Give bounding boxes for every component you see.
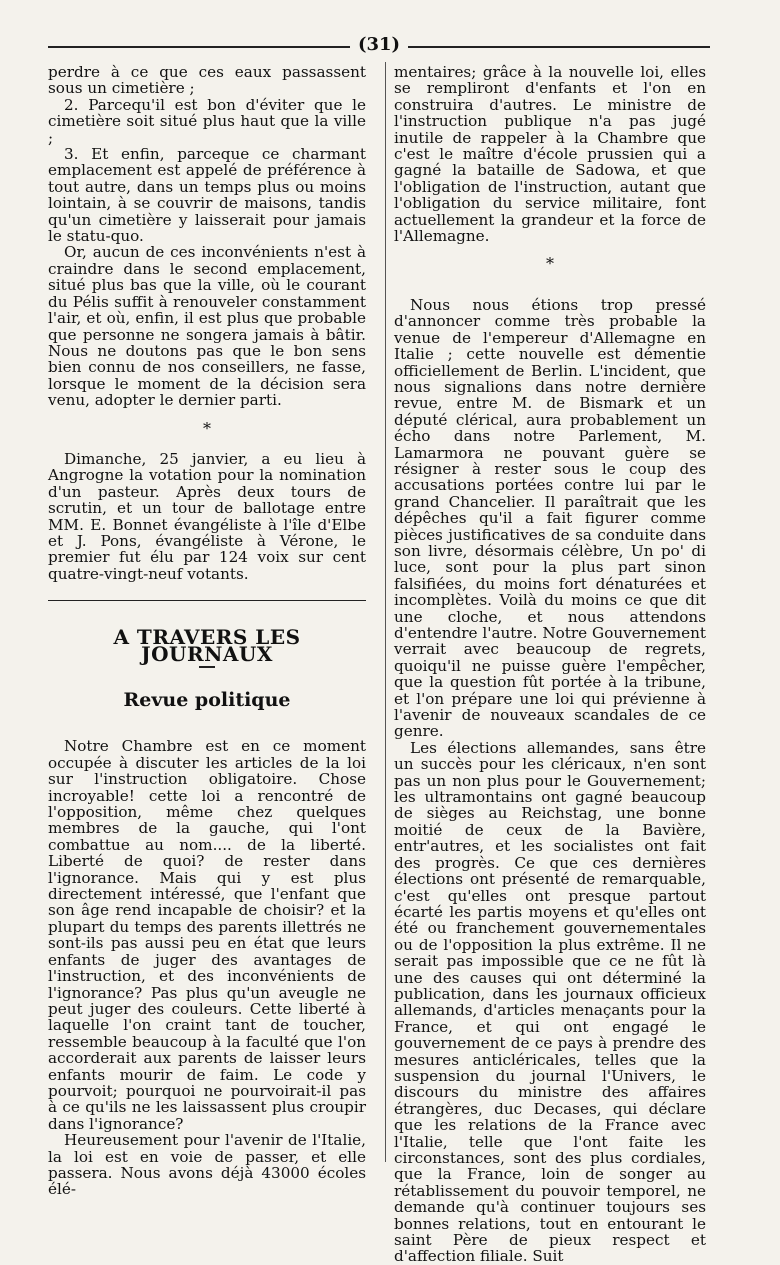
paragraph: Les élections allemandes, sans être un succès pour les cléricaux, n'en sont pas un non plus pour le Gouvernement; les ultramontains ont gagné beaucoup de sièges au Reichstag, une bonne moitié de ceux de la Bavière, entr'autres, et les socialistes ont fait des progrès. Ce que ces dernières élections ont présenté de remarquable, c'est qu'elles ont presque partout écarté les partis moyens et qu'elles ont été ou franchement gouvernementales ou de l'opposition la plus extrême. Il ne serait pas impossible que ce ne fût là une des causes qui ont déterminé la publication, dans les journaux officieux allemands, d'articles menaçants pour la France, et qui ont engagé le gouvernement de ce pays à prendre des mesures anticléricales, telles que la suspension du journal l'Univers, le discours du ministre des affaires étrangères, duc Decases, qui déclare que les relations de la France avec l'Italie, telle que l'ont faite les circonstances, sont des plus cordiales, que la France, loin de songer au rétablissement du pouvoir temporel, ne demande qu'à continuer toujours ses bonnes relations, tout en entourant le saint Père de pieux respect et d'affection filiale. Suit xyxy=(394,738,706,1265)
paragraph: 2. Parcequ'il est bon d'éviter que le cimetière soit situé plus haut que la ville ; xyxy=(48,95,366,147)
paragraph: Or, aucun de ces inconvénients n'est à craindre dans le second emplacement, situé plus bas que la ville, où le courant du Pélis suffit à renouveler constamment l'air, et où, enfin, il est plus que probable que personne ne songera jamais à bâtir. Nous ne doutons pas que le bon sens bien connu de nos conseillers, ne fasse, lorsque le moment de la décision sera venu, adopter le dernier parti. xyxy=(48,243,366,410)
paragraph: Notre Chambre est en ce moment occupée à discuter les articles de la loi sur l'instruction obligatoire. Chose incroyable! cette loi a rencontré de l'opposition, même chez quelques membres de la gauche, qui l'ont combattue au nom.... de la liberté. Liberté de quoi? de rester dans l'ignorance. Mais qui y est plus directement intéressé, que l'enfant que son âge rend incapable de choisir? et la plupart du temps des parents illettrés ne sont-ils pas aussi peu en état que leurs enfants de juger des avantages de l'instruction, et des inconvénients de l'ignorance? Pas plus qu'un aveugle ne peut juger des couleurs. Cette liberté à laquelle l'on craint tant de toucher, ressemble beaucoup à la faculté que l'on accorderait aux parents de laisser leurs enfants mourir de faim. Le code y pourvoit; pourquoi ne pourvoirait-il pas à ce qu'ils ne les laissassent plus croupir dans l'ignorance? xyxy=(48,737,366,1133)
header-rule-right xyxy=(408,46,710,48)
left-column xyxy=(48,64,366,1198)
paragraph: 3. Et enfin, parceque ce charmant emplacement est appelé de préférence à tout autre, dans un temps plus ou moins lointain, à se couvrir de maisons, tandis qu'un cimetière y laisserait pour jamais le statu-quo. xyxy=(48,145,366,246)
paragraph: Heureusement pour l'avenir de l'Italie, la loi est en voie de passer, et elle passera. Nous avons déjà 43000 écoles élé- xyxy=(48,1131,366,1199)
section-subtitle: Revue politique xyxy=(123,689,291,711)
right-column xyxy=(394,64,706,1265)
paragraph: perdre à ce que ces eaux passassent sous un cimetière ; xyxy=(48,63,366,98)
section-star: * xyxy=(203,418,211,438)
page-number: (31) xyxy=(357,34,401,55)
paragraph: mentaires; grâce à la nouvelle loi, elles se rempliront d'enfants et l'on en construira d'autres. Le ministre de l'instruction publique n'a pas jugé inutile de rappeler à la Chambre que c'est le maître d'école prussien qui a gagné la bataille de Sadowa, et que l'obligation de l'instruction, autant que l'obligation du service militaire, font actuellement la grandeur et la force de l'Allemagne. xyxy=(394,63,706,246)
section-separator xyxy=(48,600,366,601)
paragraph: Dimanche, 25 janvier, a eu lieu à Angrogne la votation pour la nomination d'un pasteur. Après deux tours de scrutin, et un tour de ballotage entre MM. E. Bonnet évangéliste à l'île d'Elbe et J. Pons, évangéliste à Vérone, le premier fut élu par 124 voix sur cent quatre-vingt-neuf votants. xyxy=(48,449,366,583)
section-star: * xyxy=(546,254,554,274)
section-title: A TRAVERS LES JOURNAUX xyxy=(113,625,301,666)
column-divider xyxy=(385,62,386,1162)
header-rule-left xyxy=(48,46,350,48)
title-dash xyxy=(199,666,215,668)
paragraph: Nous nous étions trop pressé d'annoncer comme très probable la venue de l'empereur d'Allemagne en Italie ; cette nouvelle est démentie officiellement de Berlin. L'incident, que nous signalions dans notre dernière revue, entre M. de Bismark et un député clérical, aura probablement un écho dans notre Parlement, M. Lamarmora ne pouvant guère se résigner à rester sous le coup des accusations portées contre lui par le grand Chancelier. Il paraîtrait que les dépêches qu'il a fait figurer comme pièces justificatives de sa conduite dans son livre, désormais célèbre, Un po' di luce, sont pour la plus part sinon falsifiées, du moins fort dénaturées et incomplètes. Voilà du moins ce que dit une cloche, et nous attendons d'entendre l'autre. Notre Gouvernement verrait avec beaucoup de regrets, quoiqu'il ne puisse guère l'empêcher, que la question fût portée à la tribune, et l'on prépare une loi qui prévienne à l'avenir de nouveaux scandales de ce genre. xyxy=(394,295,706,741)
